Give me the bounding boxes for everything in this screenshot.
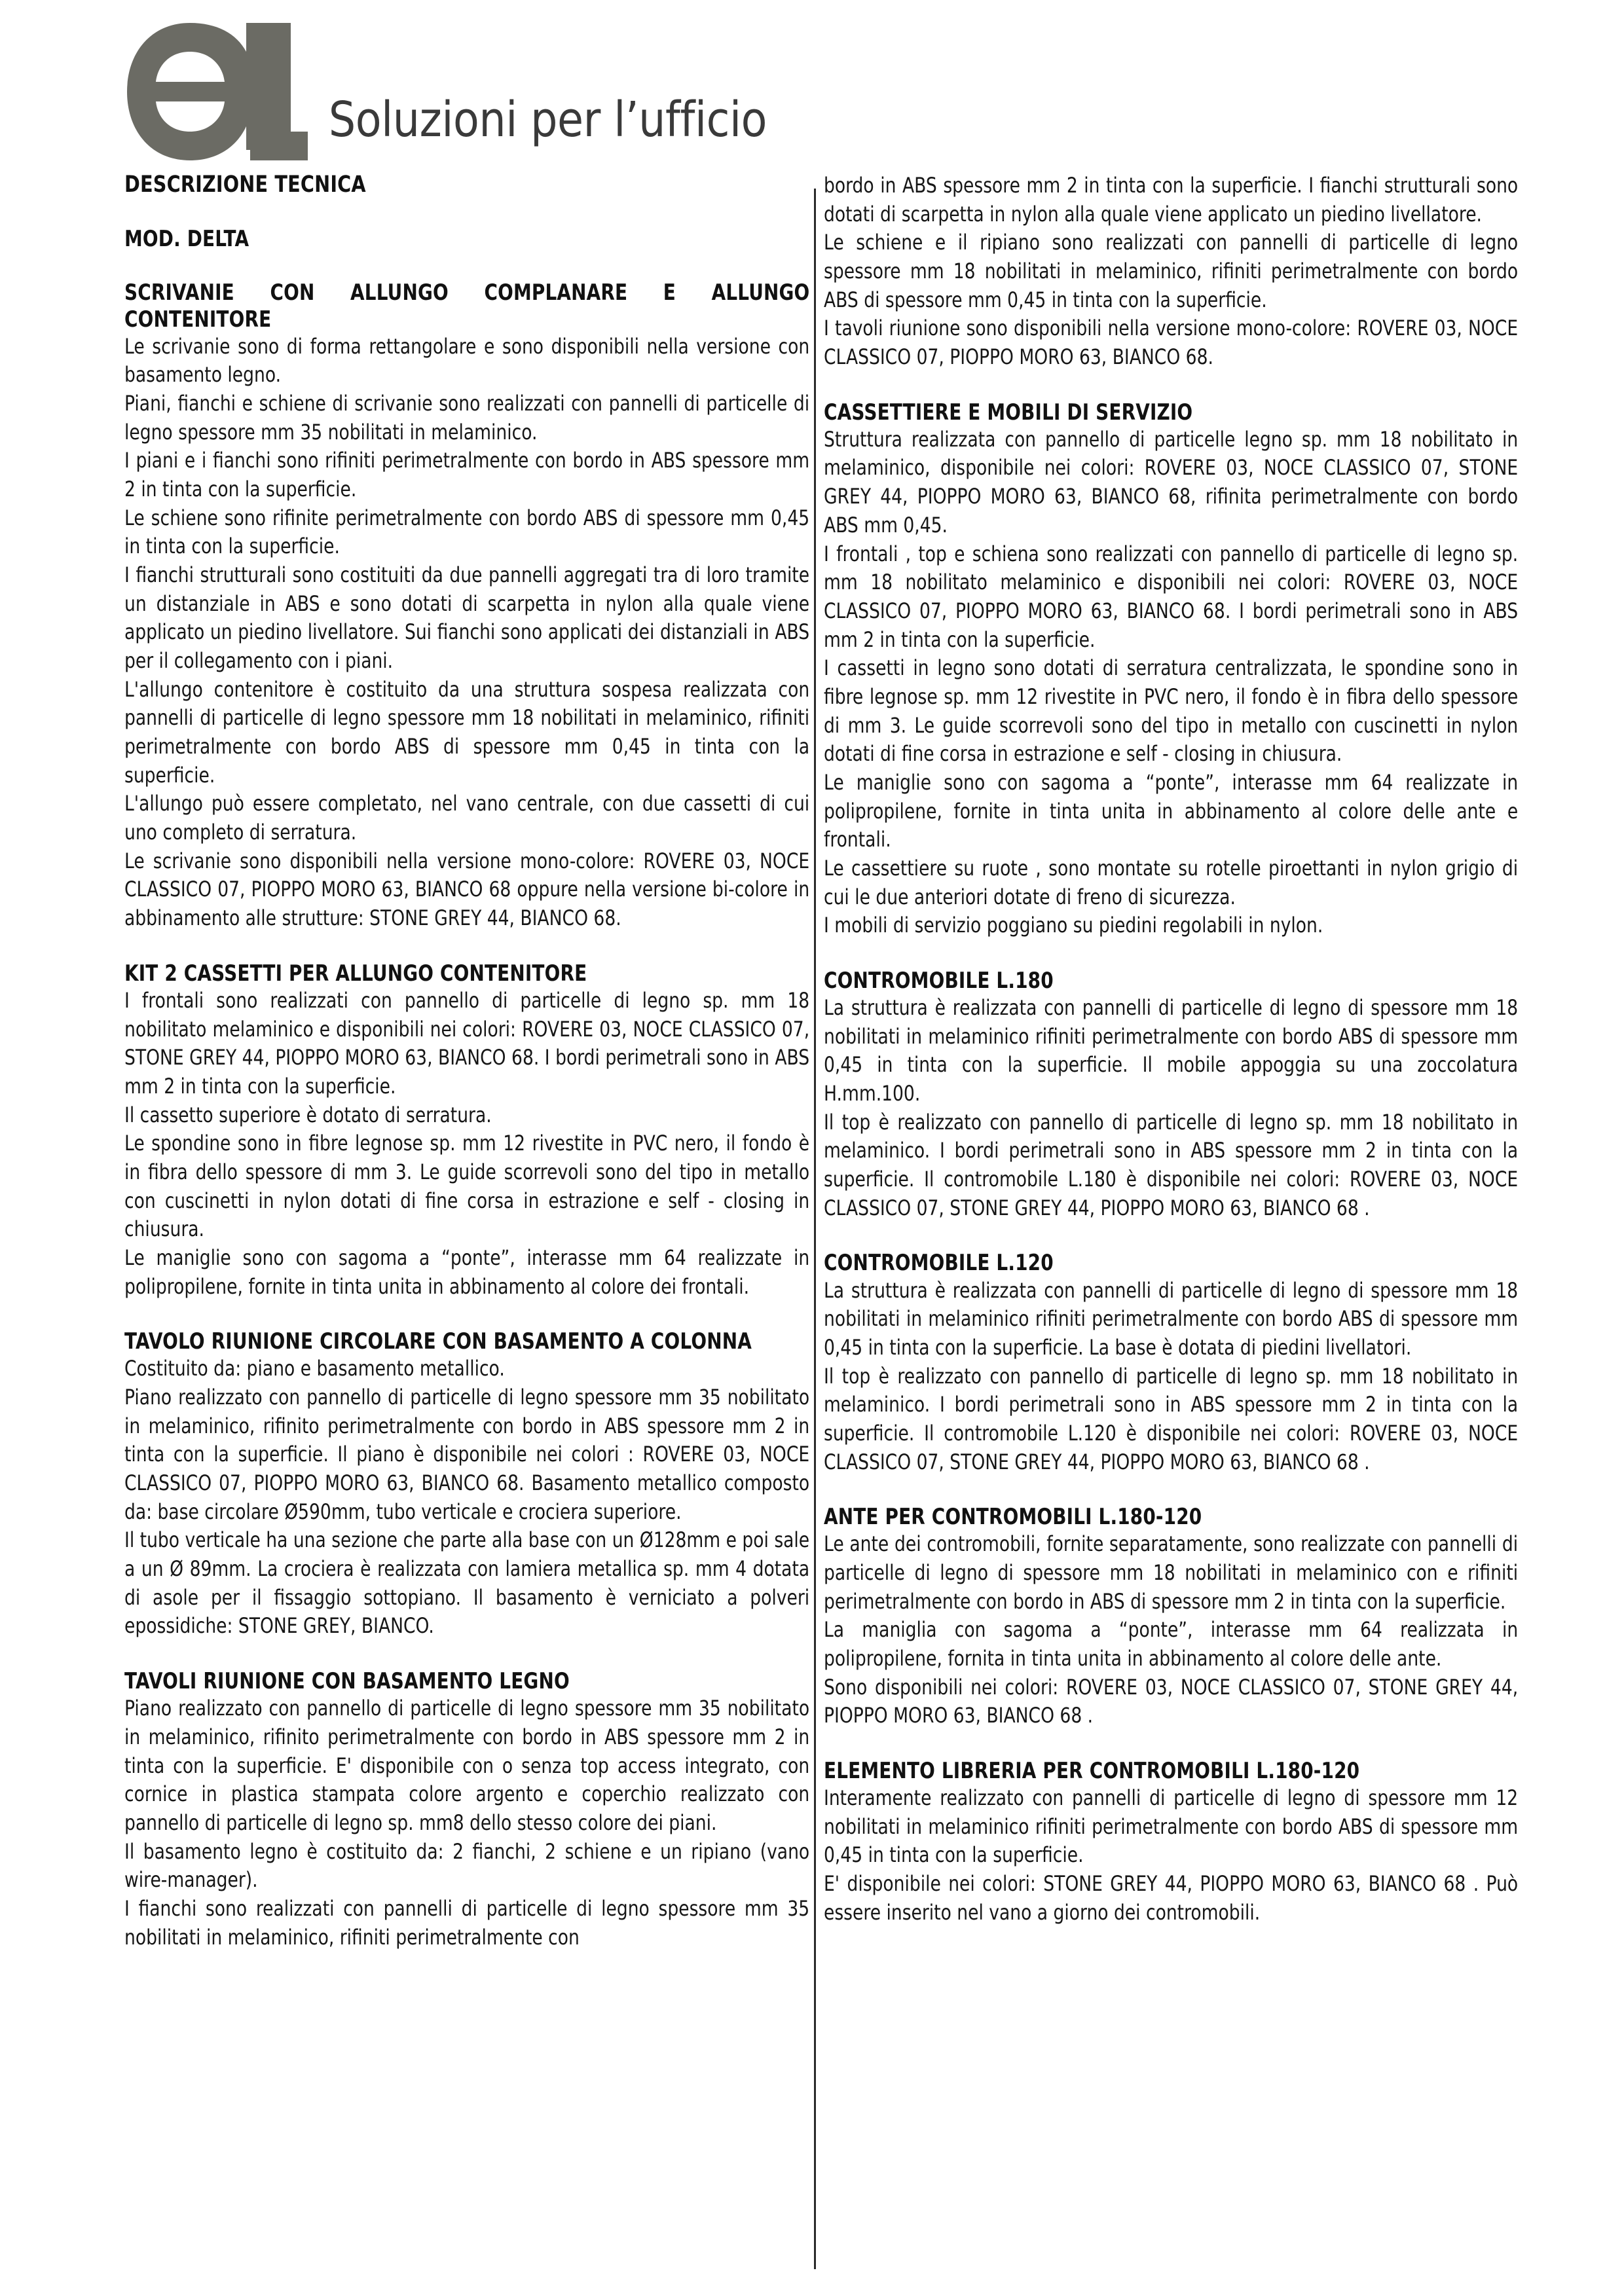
paragraph: I frontali , top e schiena sono realizzati con pannello di particelle di legno sp. mm 18 nobilitato melaminico e disponibili nei colori: ROVERE 03, NOCE CLASSICO 07, PIOPPO MORO 63, BIANCO 68. I bordi perimetrali sono in ABS mm 2 in tinta con la superficie. [824, 541, 1519, 652]
paragraph: Le schiene e il ripiano sono realizzati con pannelli di particelle di legno spessore mm 18 nobilitati in melaminico, rifiniti perimetralmente con bordo ABS di spessore mm 0,45 in tinta con la superficie. [824, 230, 1519, 312]
paragraph: La struttura è realizzata con pannelli di particelle di legno di spessore mm 18 nobilitati in melaminico rifiniti perimetralmente con bordo ABS di spessore mm 0,45 in tinta con la superficie. Il mobile appoggia su una zoccolatura H.mm.100. [824, 995, 1519, 1106]
section-heading-contromobile-180: CONTROMOBILE L.180 [824, 967, 1054, 994]
paragraph: Le schiene sono rifinite perimetralmente con bordo ABS di spessore mm 0,45 in tinta con la superficie. [124, 505, 810, 559]
paragraph: La maniglia con sagoma a “ponte”, interasse mm 64 realizzata in polipropilene, fornita in tinta unita in abbinamento al colore delle ante. [824, 1617, 1519, 1671]
section-heading-elemento-libreria: ELEMENTO LIBRERIA PER CONTROMOBILI L.180-120 [824, 1758, 1360, 1785]
paragraph: La struttura è realizzata con pannelli di particelle di legno di spessore mm 18 nobilitati in melaminico rifiniti perimetralmente con bordo ABS di spessore mm 0,45 in tinta con la superficie. La base è dotata di piedini livellatori. [824, 1277, 1519, 1360]
column-divider [814, 189, 816, 2269]
section-heading-kit-cassetti: KIT 2 CASSETTI PER ALLUNGO CONTENITORE [124, 960, 587, 987]
paragraph: Le spondine sono in fibre legnose sp. mm 12 rivestite in PVC nero, il fondo è in fibra dello spessore di mm 3. Le guide scorrevoli sono del tipo in metallo con cuscinetti in nylon dotati di fine corsa in estrazione e self - closing in chiusura. [124, 1131, 810, 1242]
paragraph: Costituito da: piano e basamento metallico. [124, 1356, 505, 1381]
paragraph: Sono disponibili nei colori: ROVERE 03, NOCE CLASSICO 07, STONE GREY 44, PIOPPO MORO 63, BIANCO 68 . [824, 1674, 1519, 1728]
section-heading-ante-contromobili: ANTE PER CONTROMOBILI L.180-120 [824, 1504, 1202, 1531]
paragraph: Il cassetto superiore è dotato di serratura. [124, 1102, 492, 1127]
paragraph: Il top è realizzato con pannello di particelle di legno sp. mm 18 nobilitato in melaminico. I bordi perimetrali sono in ABS spessore mm 2 in tinta con la superficie. Il contromobile L.180 è disponibile nei colori: ROVERE 03, NOCE CLASSICO 07, STONE GREY 44, PIOPPO MORO 63, BIANCO 68 . [824, 1109, 1519, 1220]
paragraph: Le maniglie sono con sagoma a “ponte”, interasse mm 64 realizzate in polipropilene, fornite in tinta unita in abbinamento al colore delle ante e frontali. [824, 769, 1519, 852]
paragraph: I piani e i fianchi sono rifiniti perimetralmente con bordo in ABS spessore mm 2 in tinta con la superficie. [124, 448, 810, 501]
section-heading-scrivanie: SCRIVANIE CON ALLUNGO COMPLANARE E ALLUNGO CONTENITORE [124, 280, 810, 333]
paragraph: Le maniglie sono con sagoma a “ponte”, interasse mm 64 realizzate in polipropilene, fornite in tinta unita in abbinamento al colore dei frontali. [124, 1245, 810, 1299]
section-heading-tavoli-legno: TAVOLI RIUNIONE CON BASAMENTO LEGNO [124, 1668, 570, 1695]
paragraph: Il top è realizzato con pannello di particelle di legno sp. mm 18 nobilitato in melaminico. I bordi perimetrali sono in ABS spessore mm 2 in tinta con la superficie. Il contromobile L.120 è disponibile nei colori: ROVERE 03, NOCE CLASSICO 07, STONE GREY 44, PIOPPO MORO 63, BIANCO 68 . [824, 1363, 1519, 1474]
paragraph: Il basamento legno è costituito da: 2 fianchi, 2 schiene e un ripiano (vano wire-manager). [124, 1838, 810, 1893]
paragraph: Piani, fianchi e schiene di scrivanie sono realizzati con pannelli di particelle di legno spessore mm 35 nobilitati in melaminico. [124, 390, 810, 445]
section-heading-tavolo-circolare: TAVOLO RIUNIONE CIRCOLARE CON BASAMENTO A COLONNA [124, 1328, 752, 1355]
section-heading-cassettiere: CASSETTIERE E MOBILI DI SERVIZIO [824, 399, 1193, 426]
logo-tagline: Soluzioni per l’ufficio [328, 92, 767, 148]
paragraph: I fianchi strutturali sono costituiti da due pannelli aggregati tra di loro tramite un distanziale in ABS e sono dotati di scarpetta in nylon alla quale viene applicato un piedino livellatore. Sui fianchi sono applicati dei distanziali in ABS per il collegamento con i piani. [124, 562, 810, 674]
paragraph: I mobili di servizio poggiano su piedini regolabili in nylon. [824, 913, 1323, 938]
paragraph: I frontali sono realizzati con pannello di particelle di legno sp. mm 18 nobilitato melaminico e disponibili nei colori: ROVERE 03, NOCE CLASSICO 07, STONE GREY 44, PIOPPO MORO 63, BIANCO 68. I bordi perimetrali sono in ABS mm 2 in tinta con la superficie. [124, 987, 810, 1099]
section-heading-contromobile-120: CONTROMOBILE L.120 [824, 1250, 1054, 1277]
left-column [124, 172, 809, 1952]
paragraph: Le scrivanie sono disponibili nella versione mono-colore: ROVERE 03, NOCE CLASSICO 07, PIOPPO MORO 63, BIANCO 68 oppure nella versione bi-colore in abbinamento alle strutture: STONE GREY 44, BIANCO 68. [124, 848, 810, 931]
paragraph: bordo in ABS spessore mm 2 in tinta con la superficie. I fianchi strutturali sono dotati di scarpetta in nylon alla quale viene applicato un piedino livellatore. [824, 173, 1519, 227]
paragraph: L'allungo contenitore è costituito da una struttura sospesa realizzata con pannelli di particelle di legno spessore mm 18 nobilitati in melaminico, rifiniti perimetralmente con bordo ABS di spessore mm 0,45 in tinta con la superficie. [124, 676, 810, 788]
page-header [122, 12, 1497, 162]
paragraph: I fianchi sono realizzati con pannelli di particelle di legno spessore mm 35 nobilitati in melaminico, rifiniti perimetralmente con [124, 1895, 810, 1950]
paragraph: Le cassettiere su ruote , sono montate su rotelle piroettanti in nylon grigio di cui le due anteriori dotate di freno di sicurezza. [824, 855, 1519, 909]
document-body [0, 172, 1624, 2296]
paragraph: I cassetti in legno sono dotati di serratura centralizzata, le spondine sono in fibre legnose sp. mm 12 rivestite in PVC nero, il fondo è in fibra dello spessore di mm 3. Le guide scorrevoli sono del tipo in metallo con cuscinetti in nylon dotati di fine corsa in estrazione e self - closing in chiusura. [824, 655, 1519, 767]
paragraph: Interamente realizzato con pannelli di particelle di legno di spessore mm 12 nobilitati in melaminico rifiniti perimetralmente con bordo ABS di spessore mm 0,45 in tinta con la superficie. [824, 1785, 1519, 1868]
paragraph: E' disponibile nei colori: STONE GREY 44, PIOPPO MORO 63, BIANCO 68 . Può essere inserito nel vano a giorno dei contromobili. [824, 1871, 1519, 1925]
right-column [824, 172, 1518, 1927]
paragraph: Piano realizzato con pannello di particelle di legno spessore mm 35 nobilitato in melaminico, rifinito perimetralmente con bordo in ABS spessore mm 2 in tinta con la superficie. Il piano è disponibile nei colori : ROVERE 03, NOCE CLASSICO 07, PIOPPO MORO 63, BIANCO 68. Basamento metallico composto da: base circolare Ø590mm, tubo verticale e crociera superiore. [124, 1385, 810, 1524]
page-title: DESCRIZIONE TECNICA [124, 172, 366, 198]
paragraph: Il tubo verticale ha una sezione che parte alla base con un Ø128mm e poi sale a un Ø 89mm. La crociera è realizzata con lamiera metallica sp. mm 4 dotata di asole per il fissaggio sottopiano. Il basamento è verniciato a polveri epossidiche: STONE GREY, BIANCO. [124, 1527, 810, 1639]
paragraph: Struttura realizzata con pannello di particelle legno sp. mm 18 nobilitato in melaminico, disponibile nei colori: ROVERE 03, NOCE CLASSICO 07, STONE GREY 44, PIOPPO MORO 63, BIANCO 68, rifinita perimetralmente con bordo ABS mm 0,45. [824, 426, 1519, 538]
paragraph: L'allungo può essere completato, nel vano centrale, con due cassetti di cui uno completo di serratura. [124, 791, 810, 845]
paragraph: I tavoli riunione sono disponibili nella versione mono-colore: ROVERE 03, NOCE CLASSICO 07, PIOPPO MORO 63, BIANCO 68. [824, 316, 1519, 370]
paragraph: Piano realizzato con pannello di particelle di legno spessore mm 35 nobilitato in melaminico, rifinito perimetralmente con bordo in ABS spessore mm 2 in tinta con la superficie. E' disponibile con o senza top access integrato, con cornice in plastica stampata colore argento e coperchio realizzato con pannello di particelle di legno sp. mm8 dello stesso colore dei piani. [124, 1696, 810, 1835]
paragraph: Le scrivanie sono di forma rettangolare e sono disponibili nella versione con basamento legno. [124, 333, 810, 388]
el-logo [122, 22, 318, 162]
paragraph: Le ante dei contromobili, fornite separatamente, sono realizzate con pannelli di particelle di legno di spessore mm 18 nobilitati in melaminico con e rifiniti perimetralmente con bordo in ABS di spessore mm 2 in tinta con la superficie. [824, 1531, 1519, 1614]
model-heading: MOD. DELTA [124, 226, 249, 253]
